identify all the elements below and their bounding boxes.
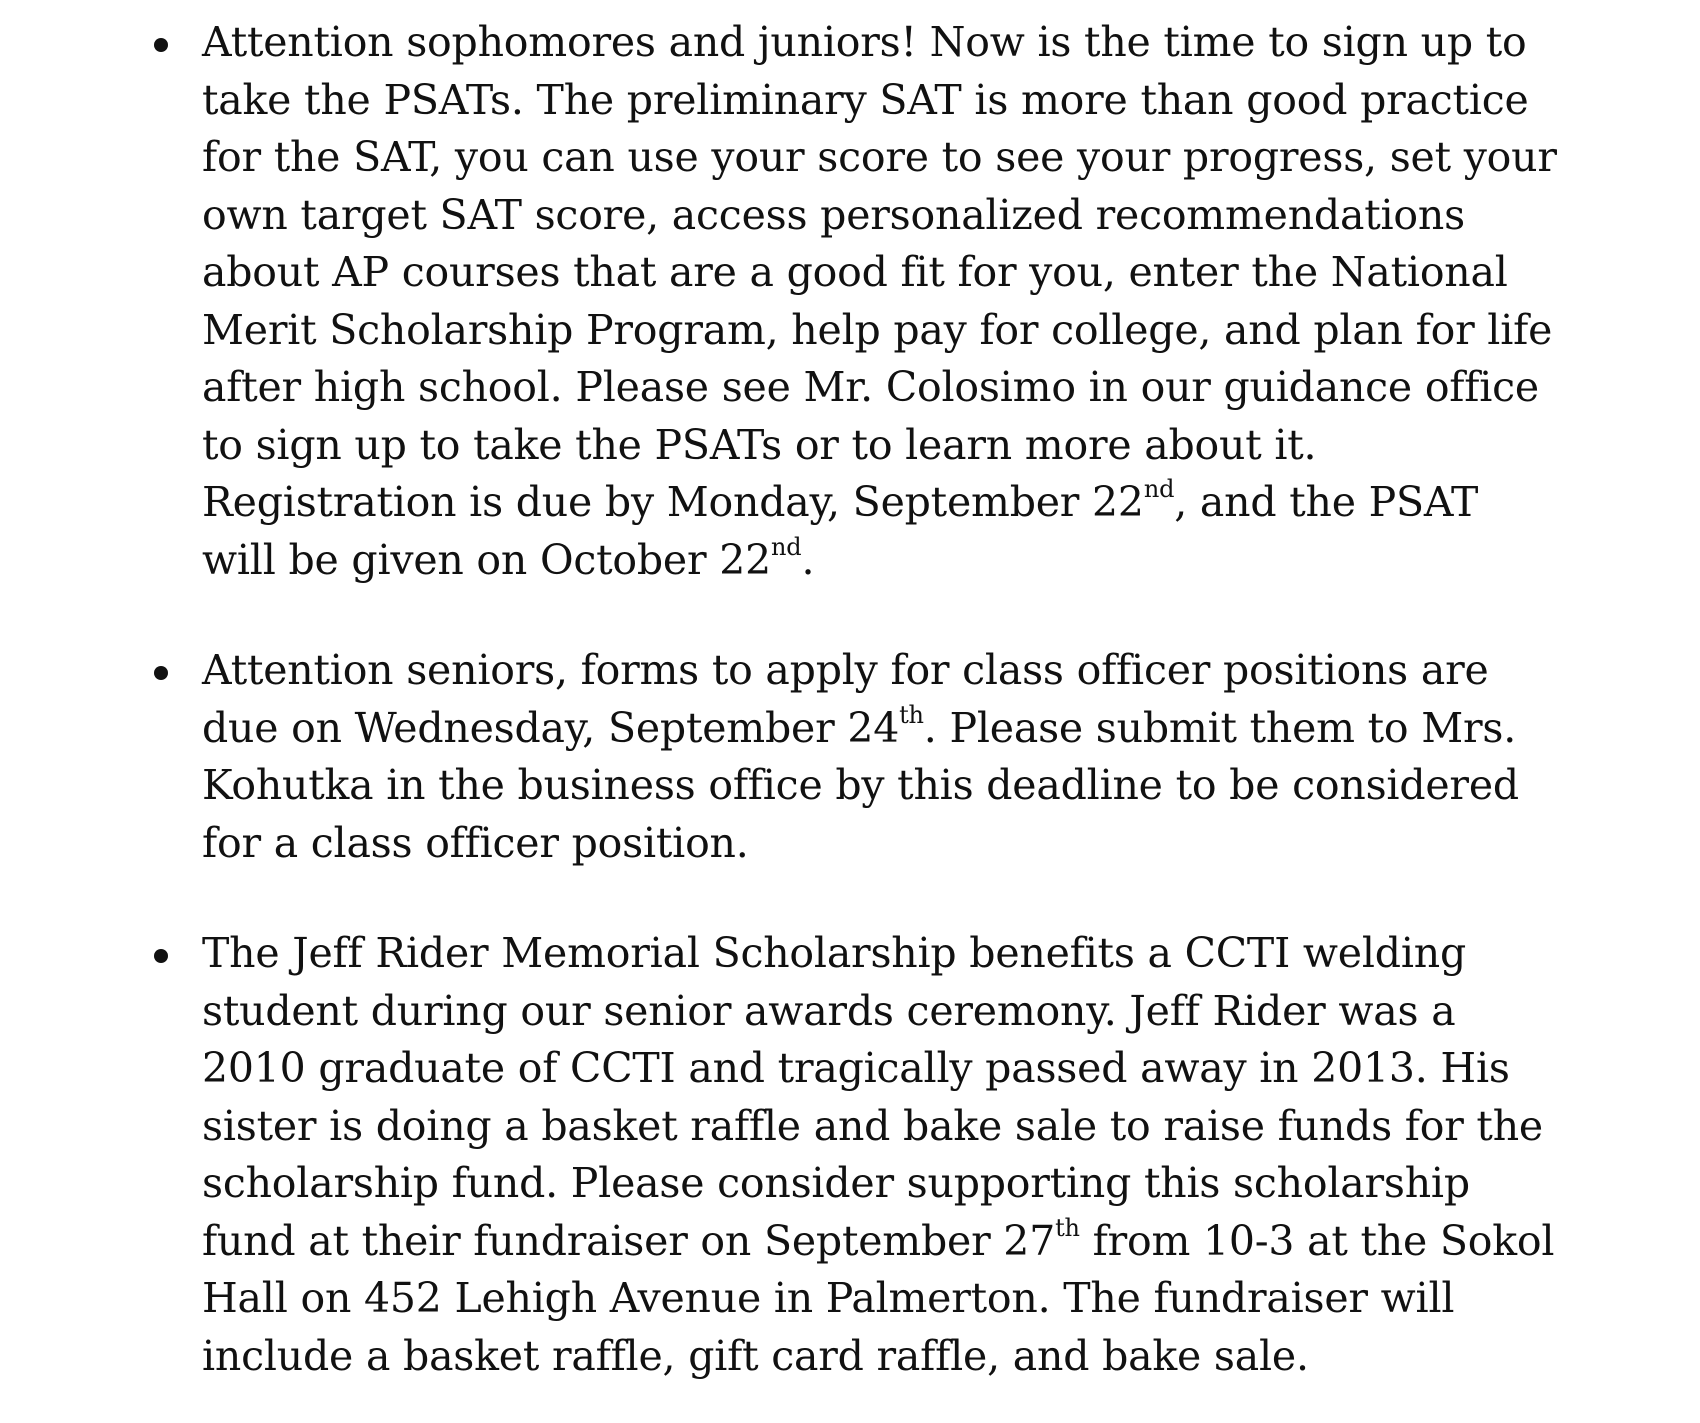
text-line: include a basket raffle, gift card raffle, and bake sale. — [202, 1331, 1309, 1380]
text-line: after high school. Please see Mr. Colosimo in our guidance office — [202, 363, 1539, 411]
text-line: to sign up to take the PSATs or to learn more about it. — [202, 420, 1317, 469]
ordinal-suffix: nd — [1143, 475, 1175, 504]
text-line: for the SAT, you can use your score to see your progress, set your — [202, 133, 1557, 181]
text-line: will be given on October 22nd. — [202, 532, 815, 584]
bullet-icon — [154, 38, 168, 52]
announcement-psat — [150, 14, 1610, 589]
text-line: about AP courses that are a good fit for you, enter the National — [202, 248, 1508, 296]
text-line: The Jeff Rider Memorial Scholarship benefits a CCTI welding — [202, 929, 1466, 977]
bullet-icon — [154, 949, 168, 963]
text-line: Hall on 452 Lehigh Avenue in Palmerton. The fundraiser will — [202, 1274, 1455, 1322]
text-line: sister is doing a basket raffle and bake sale to raise funds for the — [202, 1101, 1543, 1150]
text-line: due on Wednesday, September 24th. Please submit them to Mrs. — [202, 700, 1517, 752]
announcement-list — [150, 14, 1610, 1385]
text-line: student during our senior awards ceremony. Jeff Rider was a — [202, 986, 1456, 1035]
text-line: Kohutka in the business office by this deadline to be considered — [202, 761, 1519, 809]
text-line: scholarship fund. Please consider supporting this scholarship — [202, 1159, 1470, 1207]
text-line: Registration is due by Monday, September 22nd, and the PSAT — [202, 475, 1479, 526]
text-line: take the PSATs. The preliminary SAT is more than good practice — [202, 75, 1529, 124]
ordinal-suffix: th — [899, 700, 924, 729]
announcement-scholarship — [150, 925, 1610, 1385]
text-line: Merit Scholarship Program, help pay for college, and plan for life — [202, 305, 1553, 354]
bullet-icon — [154, 666, 168, 680]
announcement-class-officers — [150, 642, 1610, 872]
text-line: Attention sophomores and juniors! Now is the time to sign up to — [202, 18, 1527, 66]
text-line: 2010 graduate of CCTI and tragically passed away in 2013. His — [202, 1044, 1510, 1092]
text-line: fund at their fundraiser on September 27th from 10-3 at the Sokol — [202, 1213, 1555, 1265]
text-line: own target SAT score, access personalized recommendations — [202, 190, 1465, 239]
ordinal-suffix: nd — [771, 532, 802, 561]
text-line: Attention seniors, forms to apply for class officer positions are — [202, 646, 1489, 694]
ordinal-suffix: th — [1055, 1213, 1080, 1242]
text-line: for a class officer position. — [202, 818, 749, 867]
